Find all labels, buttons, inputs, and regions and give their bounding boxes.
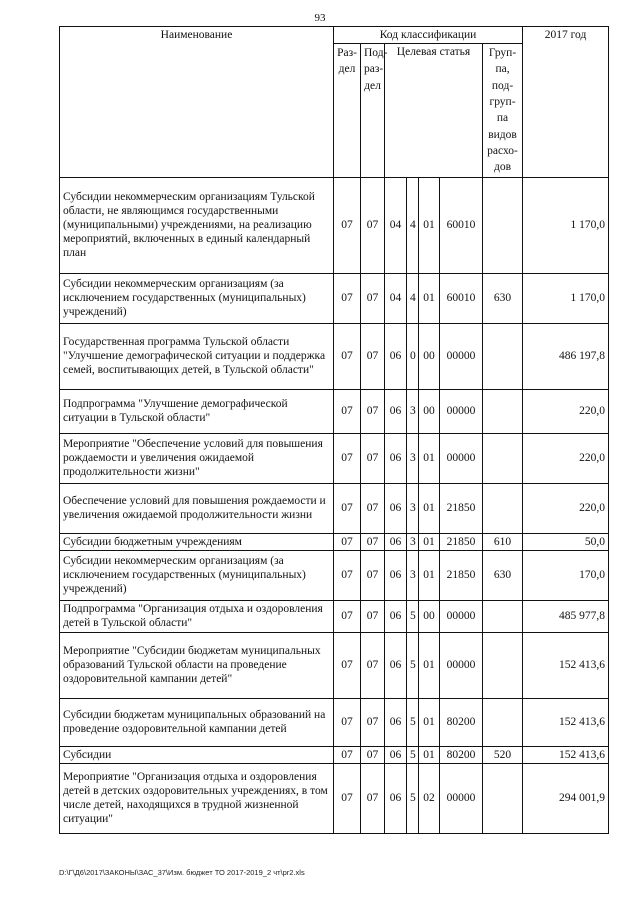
- row-expense-group: 630: [483, 273, 523, 323]
- table-row: [60, 763, 609, 833]
- row-subsection: 07: [361, 483, 385, 533]
- row-target-direction: 80200: [440, 698, 483, 746]
- row-target-event: 00: [419, 600, 440, 632]
- row-target-event: 01: [419, 533, 440, 550]
- row-target-direction: 00000: [440, 389, 483, 433]
- row-name: Субсидии некоммерческим организациям Тульской области, не являющимся государственными (муниципальными) учреждениями, на реализацию мероприятий, включенных в единый календарный план: [60, 177, 334, 273]
- row-target-event: 00: [419, 323, 440, 389]
- row-amount-2017: 1 170,0: [523, 273, 609, 323]
- row-amount-2017: 220,0: [523, 389, 609, 433]
- row-target-direction: 80200: [440, 746, 483, 763]
- row-target-subprogram: 3: [407, 550, 419, 600]
- row-subsection: 07: [361, 763, 385, 833]
- row-section: 07: [334, 177, 361, 273]
- row-target-program: 06: [385, 533, 407, 550]
- row-name: Подпрограмма "Улучшение демографической ситуации в Тульской области": [60, 389, 334, 433]
- row-section: 07: [334, 698, 361, 746]
- table-row: [60, 550, 609, 600]
- row-name: Субсидии бюджетным учреждениям: [60, 533, 334, 550]
- row-section: 07: [334, 483, 361, 533]
- column-header-target-article: Целевая статья: [385, 44, 483, 178]
- row-subsection: 07: [361, 550, 385, 600]
- row-section: 07: [334, 273, 361, 323]
- table-row: [60, 632, 609, 698]
- table-row: [60, 177, 609, 273]
- footer-file-path: D:\Г\Д6\2017\ЗАКОНЫ\ЗАС_37\Изм. бюджет ТО 2017-2019_2 чт\pr2.xls: [59, 868, 305, 877]
- row-subsection: 07: [361, 698, 385, 746]
- row-target-subprogram: 0: [407, 323, 419, 389]
- row-target-direction: 00000: [440, 632, 483, 698]
- row-expense-group: [483, 433, 523, 483]
- row-subsection: 07: [361, 433, 385, 483]
- table-row: [60, 698, 609, 746]
- table-row: [60, 746, 609, 763]
- row-section: 07: [334, 746, 361, 763]
- row-amount-2017: 170,0: [523, 550, 609, 600]
- table-row: [60, 323, 609, 389]
- row-target-program: 06: [385, 763, 407, 833]
- row-section: 07: [334, 550, 361, 600]
- row-subsection: 07: [361, 177, 385, 273]
- row-section: 07: [334, 323, 361, 389]
- row-expense-group: [483, 763, 523, 833]
- column-header-section: Раз- дел: [334, 44, 361, 178]
- row-name: Мероприятие "Субсидии бюджетам муниципальных образований Тульской области на проведение оздоровительной кампании детей": [60, 632, 334, 698]
- row-target-program: 04: [385, 273, 407, 323]
- row-name: Государственная программа Тульской области "Улучшение демографической ситуации и поддержка семей, воспитывающих детей, в Тульской области": [60, 323, 334, 389]
- row-subsection: 07: [361, 389, 385, 433]
- row-target-program: 06: [385, 323, 407, 389]
- row-amount-2017: 152 413,6: [523, 746, 609, 763]
- row-amount-2017: 294 001,9: [523, 763, 609, 833]
- row-target-program: 06: [385, 550, 407, 600]
- row-expense-group: [483, 483, 523, 533]
- table-row: [60, 273, 609, 323]
- row-expense-group: 610: [483, 533, 523, 550]
- row-target-event: 01: [419, 632, 440, 698]
- row-target-program: 06: [385, 433, 407, 483]
- row-name: Подпрограмма "Организация отдыха и оздоровления детей в Тульской области": [60, 600, 334, 632]
- row-amount-2017: 220,0: [523, 433, 609, 483]
- row-subsection: 07: [361, 632, 385, 698]
- row-target-direction: 00000: [440, 433, 483, 483]
- row-subsection: 07: [361, 746, 385, 763]
- row-section: 07: [334, 632, 361, 698]
- column-header-subsection: Под- раз- дел: [361, 44, 385, 178]
- row-expense-group: [483, 600, 523, 632]
- column-header-name: Наименование: [60, 27, 334, 178]
- row-amount-2017: 1 170,0: [523, 177, 609, 273]
- row-amount-2017: 220,0: [523, 483, 609, 533]
- row-target-subprogram: 5: [407, 600, 419, 632]
- row-expense-group: [483, 698, 523, 746]
- table-row: [60, 600, 609, 632]
- row-name: Субсидии бюджетам муниципальных образований на проведение оздоровительной кампании детей: [60, 698, 334, 746]
- row-target-direction: 60010: [440, 273, 483, 323]
- row-section: 07: [334, 533, 361, 550]
- row-target-subprogram: 3: [407, 389, 419, 433]
- row-amount-2017: 50,0: [523, 533, 609, 550]
- row-target-event: 01: [419, 550, 440, 600]
- row-expense-group: 630: [483, 550, 523, 600]
- row-target-program: 06: [385, 483, 407, 533]
- row-amount-2017: 152 413,6: [523, 632, 609, 698]
- row-target-event: 01: [419, 483, 440, 533]
- column-header-year: 2017 год: [523, 27, 609, 178]
- budget-table: [59, 26, 609, 834]
- row-target-direction: 60010: [440, 177, 483, 273]
- row-name: Обеспечение условий для повышения рождаемости и увеличения ожидаемой продолжительности жизни: [60, 483, 334, 533]
- row-target-direction: 21850: [440, 533, 483, 550]
- row-name: Мероприятие "Обеспечение условий для повышения рождаемости и увеличения ожидаемой продолжительности жизни": [60, 433, 334, 483]
- row-target-direction: 21850: [440, 550, 483, 600]
- row-target-subprogram: 5: [407, 763, 419, 833]
- row-target-subprogram: 4: [407, 273, 419, 323]
- row-target-event: 01: [419, 746, 440, 763]
- row-target-subprogram: 4: [407, 177, 419, 273]
- row-subsection: 07: [361, 600, 385, 632]
- table-body: [60, 177, 609, 833]
- row-target-direction: 00000: [440, 600, 483, 632]
- row-target-event: 01: [419, 273, 440, 323]
- row-target-event: 00: [419, 389, 440, 433]
- header-row-top: [60, 27, 609, 44]
- row-target-program: 06: [385, 389, 407, 433]
- row-expense-group: 520: [483, 746, 523, 763]
- row-target-event: 01: [419, 433, 440, 483]
- row-target-program: 06: [385, 746, 407, 763]
- row-amount-2017: 152 413,6: [523, 698, 609, 746]
- row-name: Субсидии некоммерческим организациям (за исключением государственных (муниципальных) учреждений): [60, 550, 334, 600]
- row-target-direction: 00000: [440, 323, 483, 389]
- row-target-subprogram: 5: [407, 632, 419, 698]
- table-row: [60, 533, 609, 550]
- row-target-subprogram: 3: [407, 433, 419, 483]
- row-target-program: 06: [385, 600, 407, 632]
- row-name: Субсидии: [60, 746, 334, 763]
- row-target-event: 02: [419, 763, 440, 833]
- row-amount-2017: 486 197,8: [523, 323, 609, 389]
- row-target-program: 04: [385, 177, 407, 273]
- row-target-event: 01: [419, 698, 440, 746]
- row-section: 07: [334, 600, 361, 632]
- row-name: Мероприятие "Организация отдыха и оздоровления детей в детских оздоровительных учреждениях, в том числе детей, находящихся в трудной жизненной ситуации": [60, 763, 334, 833]
- row-target-program: 06: [385, 632, 407, 698]
- row-target-direction: 00000: [440, 763, 483, 833]
- page-number: 93: [314, 12, 326, 24]
- row-subsection: 07: [361, 273, 385, 323]
- column-header-expense-group: Груп- па, под- груп- па видов расхо- дов: [483, 44, 523, 178]
- row-target-event: 01: [419, 177, 440, 273]
- row-subsection: 07: [361, 323, 385, 389]
- row-expense-group: [483, 632, 523, 698]
- table-row: [60, 483, 609, 533]
- row-subsection: 07: [361, 533, 385, 550]
- row-amount-2017: 485 977,8: [523, 600, 609, 632]
- column-header-classification-code: Код классификации: [334, 27, 523, 44]
- row-target-subprogram: 5: [407, 698, 419, 746]
- row-target-subprogram: 3: [407, 533, 419, 550]
- row-target-program: 06: [385, 698, 407, 746]
- row-expense-group: [483, 177, 523, 273]
- table-row: [60, 389, 609, 433]
- row-section: 07: [334, 389, 361, 433]
- row-expense-group: [483, 323, 523, 389]
- row-target-subprogram: 5: [407, 746, 419, 763]
- row-target-direction: 21850: [440, 483, 483, 533]
- row-section: 07: [334, 433, 361, 483]
- table-row: [60, 433, 609, 483]
- row-expense-group: [483, 389, 523, 433]
- row-target-subprogram: 3: [407, 483, 419, 533]
- row-section: 07: [334, 763, 361, 833]
- row-name: Субсидии некоммерческим организациям (за исключением государственных (муниципальных) учреждений): [60, 273, 334, 323]
